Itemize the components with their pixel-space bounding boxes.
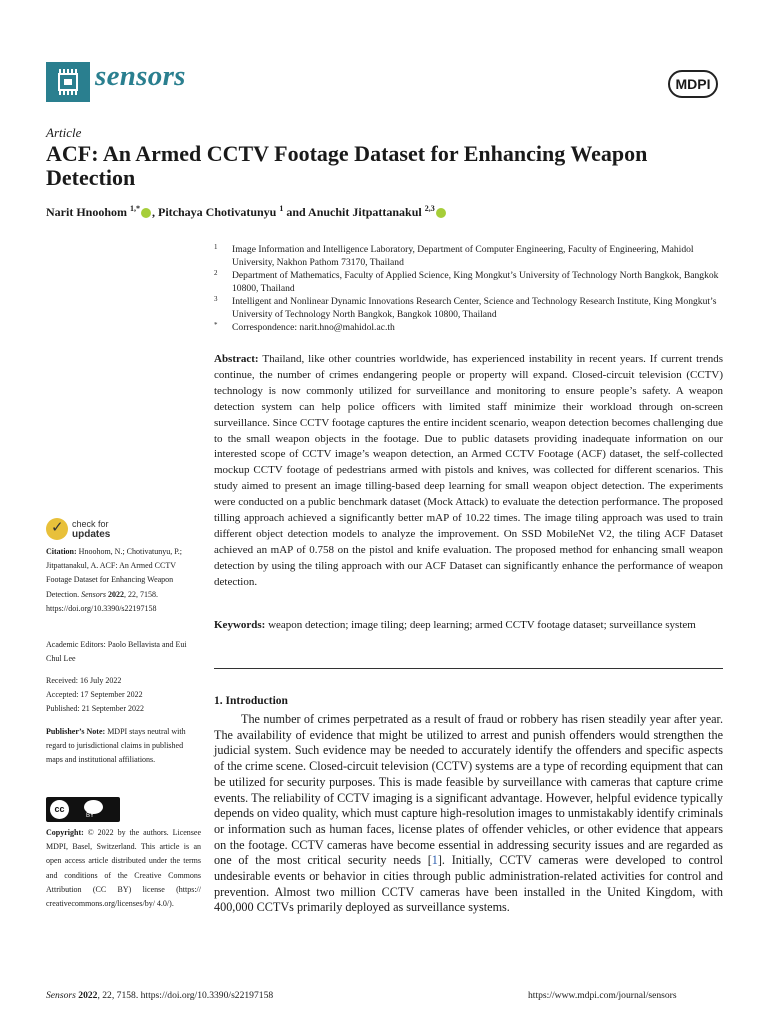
publication-dates bbox=[46, 674, 201, 717]
author-affiliation-mark: 2,3 bbox=[424, 204, 435, 213]
citation-text: Hnoohom, N.; Chotivatunyu, P.; Jitpattanakul, A. ACF: An Armed CCTV Footage Dataset for Enhancing Weapon Detection. bbox=[46, 547, 183, 599]
correspondence-text[interactable]: Correspondence: narit.hno@mahidol.ac.th bbox=[232, 322, 395, 333]
divider bbox=[214, 668, 723, 669]
citation-doi[interactable]: , 22, 7158. https://doi.org/10.3390/s22197158 bbox=[46, 589, 158, 613]
correspondence bbox=[214, 322, 724, 335]
abstract bbox=[214, 352, 723, 591]
by-label: BY bbox=[86, 813, 95, 819]
note-text: MDPI stays neutral with regard to jurisdictional claims in published maps and institutional affiliations. bbox=[46, 727, 186, 765]
updates-label: updates bbox=[72, 529, 111, 540]
cc-icon: cc bbox=[50, 800, 69, 819]
affiliation-text: Department of Mathematics, Faculty of Applied Science, King Mongkut’s University of Technology North Bangkok, Bangkok 10800, Thailand bbox=[232, 270, 719, 294]
publisher-logo[interactable]: MDPI bbox=[668, 70, 718, 98]
author-separator: , bbox=[152, 205, 158, 219]
author-separator: and bbox=[283, 205, 309, 219]
affiliation-item bbox=[214, 244, 724, 269]
affiliation-item bbox=[214, 296, 724, 321]
intro-text: ]. Initially, CCTV cameras were developed to control undesirable events or behavior in cities through public administration-related activities for control and prevention. Almost two million CCTV cameras have been installed in the United Kingdom, with 400,000 CCTVs primarily deployed as surveillance systems. bbox=[214, 853, 723, 915]
citation-year: 2022 bbox=[108, 589, 124, 599]
citation-link[interactable]: 1 bbox=[431, 853, 438, 868]
author-name[interactable]: Narit Hnoohom bbox=[46, 205, 127, 219]
footer-doi[interactable]: , 22, 7158. https://doi.org/10.3390/s22197158 bbox=[97, 990, 274, 1001]
author-affiliation-mark: 1,* bbox=[130, 204, 140, 213]
abstract-label: Abstract: bbox=[214, 353, 259, 365]
keywords-label: Keywords: bbox=[214, 619, 266, 631]
author-list bbox=[46, 204, 447, 220]
person-icon bbox=[84, 800, 103, 814]
check-icon bbox=[46, 518, 68, 540]
affiliation-number: * bbox=[214, 321, 218, 329]
author-name[interactable]: Pitchaya Chotivatunyu bbox=[158, 205, 277, 219]
citation-journal: Sensors bbox=[81, 589, 106, 599]
publisher-note bbox=[46, 725, 201, 768]
intro-text: The number of crimes perpetrated as a result of fraud or robbery has risen steadily year after year. The availability of evidence that might be utilized to arrest and punish offenders would strengthen the judicial system. Such evidence may be needed to accurately identify the offenders and specific aspects of the crime scene. Closed-circuit television (CCTV) systems are a type of recording equipment that can be utilized for security purposes. This is made feasible by surveillance with cameras that capture crime events. The reliability of CCTV imaging is a significant advantage. However, helpful evidence typically depends on video quality, which must capture high-resolution images to unmistakably identify criminals or information such as human faces, license plates of offender vehicles, or other evidence that appears on the footage. CCTV cameras have become essential in addressing security issues and are regarded as one of the most critical security needs [ bbox=[214, 712, 724, 868]
check-label: check for bbox=[72, 519, 109, 529]
copyright-label: Copyright: bbox=[46, 828, 84, 837]
article-title: ACF: An Armed CCTV Footage Dataset for Enhancing Weapon Detection bbox=[46, 141, 648, 190]
section-heading: 1. Introduction bbox=[214, 695, 288, 707]
citation-label: Citation: bbox=[46, 547, 77, 556]
affiliation-number: 2 bbox=[214, 269, 218, 277]
copyright-block bbox=[46, 826, 201, 911]
orcid-icon[interactable] bbox=[436, 208, 446, 218]
article-type: Article bbox=[46, 125, 82, 140]
introduction-text bbox=[214, 712, 723, 916]
copyright-text: © 2022 by the authors. Licensee MDPI, Basel, Switzerland. This article is an open access article distributed under the terms and conditions of the Creative Commons Attribution (CC BY) license (https:// creativecommons.org/licenses/by/ 4.0/). bbox=[46, 828, 202, 909]
academic-editors: Academic Editors: Paolo Bellavista and Eui Chul Lee bbox=[46, 640, 187, 664]
journal-name[interactable]: sensors bbox=[95, 60, 186, 92]
footer-url[interactable]: https://www.mdpi.com/journal/sensors bbox=[528, 990, 677, 1001]
keywords-text: weapon detection; image tiling; deep learning; armed CCTV footage dataset; surveillance system bbox=[268, 619, 696, 631]
note-label: Publisher’s Note: bbox=[46, 727, 106, 736]
affiliation-text: Intelligent and Nonlinear Dynamic Innovations Research Center, Science and Technology Research Institute, King Mongkut’s University of Technology North Bangkok, Bangkok 10800, Thailand bbox=[232, 296, 717, 320]
cc-by-license-icon[interactable] bbox=[46, 797, 120, 822]
published-date: Published: 21 September 2022 bbox=[46, 704, 144, 714]
footer-journal: Sensors bbox=[46, 990, 76, 1001]
affiliation-number: 1 bbox=[214, 243, 218, 251]
footer-year: 2022 bbox=[78, 990, 98, 1001]
author-name[interactable]: Anuchit Jitpattanakul bbox=[308, 205, 422, 219]
affiliation-item bbox=[214, 270, 724, 295]
abstract-text: Thailand, like other countries worldwide, has experienced instability in recent years. If current trends continue, the number of crimes endangering people or property will expand. Closed-circuit television (CCTV) technology is now commonly utilized for surveillance and monitoring to ensure people’s safety. A weapon detection system can help police officers with limited staff minimize their workload through on-screen surveillance. Since CCTV footage captures the entire incident scenario, weapon detection becomes challenging due to the small weapon objects in the footage. Due to public datasets providing inadequate information on our interested scope of CCTV image’s weapon detection, an Armed CCTV Footage (ACF) dataset, the self-collected mockup CCTV footage of pedestrians armed with pistols and knives, was collected for different scenarios. This study aimed to present an image tilling-based deep learning for small weapon object detection. The experiments were conducted on a public benchmark dataset (Mock Attack) to evaluate the detection performance. The proposed tilling approach achieved a significantly better mAP of 10.22 times. The image tiling approach was used to train different object detection models to analyze the improvement. On SSD MobileNet V2, the tiling ACF Dataset achieved an mAP of 0.758 on the pistol and knife evaluation. The proposed method for enhancing small weapon detection by using the tiling approach with our ACF Dataset can significantly enhance the performance of weapon detection. bbox=[214, 353, 723, 588]
citation-block bbox=[46, 545, 201, 616]
affiliation-number: 3 bbox=[214, 295, 218, 303]
footer-citation bbox=[46, 990, 273, 1001]
orcid-icon[interactable] bbox=[141, 208, 151, 218]
keywords bbox=[214, 618, 723, 634]
author-affiliation-mark: 1 bbox=[279, 204, 284, 213]
received-date: Received: 16 July 2022 bbox=[46, 676, 122, 685]
affiliation-text: Image Information and Intelligence Laboratory, Department of Computer Engineering, Faculty of Engineering, Mahidol University, Nakhon Pathom 73170, Thailand bbox=[232, 244, 694, 268]
affiliations bbox=[214, 244, 724, 336]
journal-logo-icon[interactable] bbox=[46, 62, 90, 102]
accepted-date: Accepted: 17 September 2022 bbox=[46, 690, 143, 700]
